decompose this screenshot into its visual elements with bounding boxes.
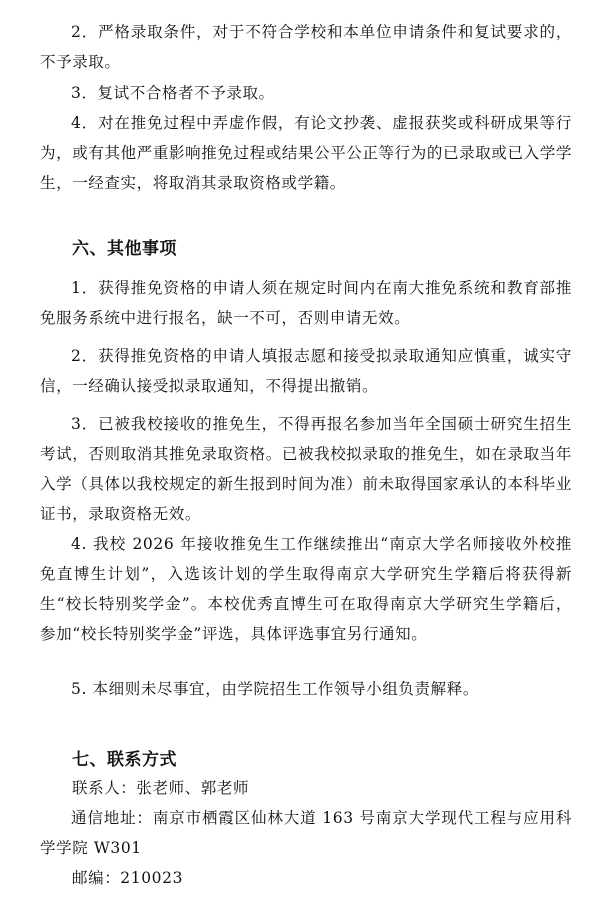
section-6-title: 六、其他事项	[72, 239, 177, 259]
section-7-title: 七、联系方式	[72, 750, 177, 770]
clause-6-2: 2．获得推免资格的申请人填报志愿和接受拟录取通知应慎重，诚实守信，一经确认接受拟录取通知，不得提出撤销。	[40, 347, 572, 395]
clause-5-3: 3．复试不合格者不予录取。	[71, 84, 275, 102]
clause-6-5: 5. 本细则未尽事宜，由学院招生工作领导小组负责解释。	[71, 680, 479, 698]
postcode: 邮编：210023	[72, 869, 184, 887]
clause-5-2: 2．严格录取条件，对于不符合学校和本单位申请条件和复试要求的，不予录取。	[40, 23, 572, 71]
clause-6-3: 3．已被我校接收的推免生，不得再报名参加当年全国硕士研究生招生考试，否则取消其推免录取资格。已被我校拟录取的推免生，如在录取当年入学（具体以我校规定的新生报到时间为准）前未取得国家承认的本科毕业证书，录取资格无效。	[40, 415, 572, 523]
clause-6-1: 1．获得推免资格的申请人须在规定时间内在南大推免系统和教育部推免服务系统中进行报名，缺一不可，否则申请无效。	[40, 279, 572, 327]
contact-persons: 联系人：张老师、郭老师	[72, 779, 250, 797]
clause-6-4: 4. 我校 2026 年接收推免生工作继续推出“南京大学名师接收外校推免直博生计划”，入选该计划的学生取得南京大学研究生学籍后将获得新生“校长特别奖学金”。本校优秀直博生可在取得南京大学研究生学籍后，参加“校长特别奖学金”评选，具体评选事宜另行通知。	[40, 535, 572, 643]
mailing-address: 通信地址：南京市栖霞区仙林大道 163 号南京大学现代工程与应用科学学院 W301	[40, 809, 572, 857]
clause-5-4: 4．对在推免过程中弄虚作假，有论文抄袭、虚报获奖或科研成果等行为，或有其他严重影响推免过程或结果公平公正等行为的已录取或已入学学生，一经查实，将取消其录取资格或学籍。	[40, 114, 572, 192]
